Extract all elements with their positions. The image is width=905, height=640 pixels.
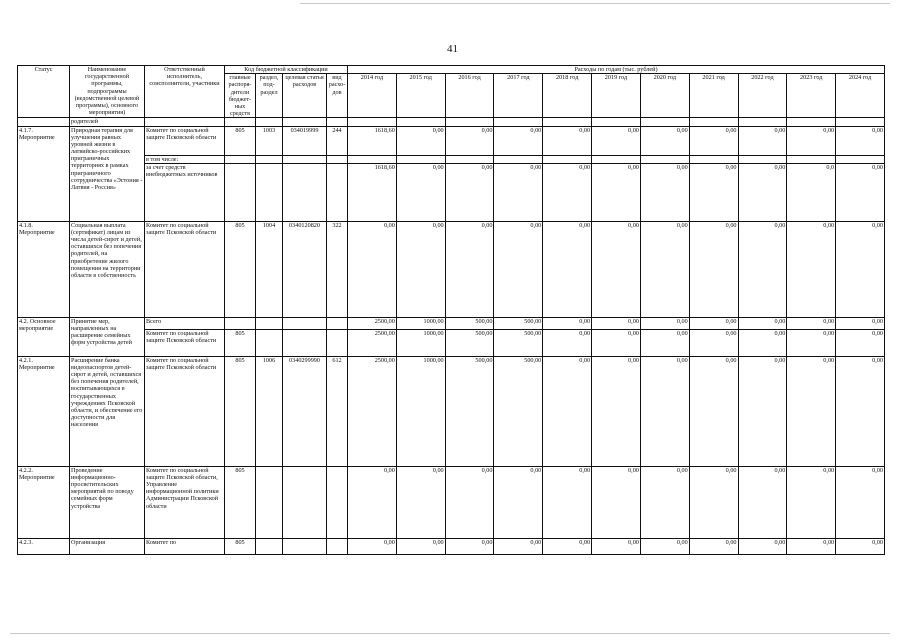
value-cell: 0,00: [787, 356, 836, 466]
value-cell: 500,00: [494, 317, 543, 329]
value-cell: 0,00: [640, 163, 689, 221]
table-cell: [348, 118, 397, 126]
table-cell: [18, 118, 70, 126]
rzpr-cell: 1004: [256, 221, 283, 317]
value-cell: 0,00: [689, 538, 738, 554]
status-cell: 4.1.8. Мероприятие: [18, 221, 70, 317]
scan-edge-top: [300, 3, 890, 4]
value-cell: 0,00: [494, 163, 543, 221]
value-cell: 0,00: [396, 163, 445, 221]
table-cell: [283, 329, 327, 356]
header-year: 2020 год: [640, 74, 689, 118]
value-cell: 0,00: [640, 466, 689, 538]
grbs-cell: 805: [225, 126, 256, 155]
table-cell: [787, 155, 836, 163]
header-year: 2019 год: [592, 74, 641, 118]
value-cell: 0,00: [592, 329, 641, 356]
table-cell: [445, 118, 494, 126]
value-cell: 0,00: [787, 538, 836, 554]
responsible-cell: Всего: [145, 317, 225, 329]
table-cell: [836, 118, 885, 126]
grbs-cell: 805: [225, 356, 256, 466]
table-cell: [225, 163, 256, 221]
value-cell: 0,00: [592, 126, 641, 155]
value-cell: 0,00: [543, 538, 592, 554]
name-cell: Природная терапия для улучшения равных уровней жизни в латвийско-российских приграничных территориях в рамках приграничного сотрудничества «Эстония - Латвия - Россия»: [70, 126, 145, 221]
table-cell: [327, 163, 348, 221]
value-cell: 0,00: [640, 329, 689, 356]
value-cell: 0,00: [592, 163, 641, 221]
status-cell: 4.1.7. Мероприятие: [18, 126, 70, 221]
value-cell: 0,00: [836, 466, 885, 538]
header-expenses: Расходы по годам (тыс. рублей): [348, 66, 885, 74]
value-cell: 0,00: [836, 538, 885, 554]
value-cell: 0,00: [396, 538, 445, 554]
header-vr: вид расхо-дов: [327, 74, 348, 118]
value-cell: 0,00: [689, 126, 738, 155]
table-cell: [283, 538, 327, 554]
value-cell: 0,00: [689, 329, 738, 356]
value-cell: 500,00: [445, 329, 494, 356]
value-cell: 0,00: [494, 126, 543, 155]
responsible-cell: Комитет по социальной защите Псковской области: [145, 329, 225, 356]
value-cell: 0,00: [543, 317, 592, 329]
grbs-cell: 805: [225, 221, 256, 317]
table-cell: [836, 155, 885, 163]
value-cell: 0,00: [738, 466, 787, 538]
value-cell: 0,00: [787, 221, 836, 317]
value-cell: 0,00: [640, 126, 689, 155]
table-cell: [225, 118, 256, 126]
csr-cell: 0340120820: [283, 221, 327, 317]
header-year: 2017 год: [494, 74, 543, 118]
value-cell: 0,00: [689, 466, 738, 538]
header-year: 2018 год: [543, 74, 592, 118]
table-row: [18, 126, 885, 155]
header-rzpr: раздел, под-раздел: [256, 74, 283, 118]
value-cell: 2500,00: [348, 317, 397, 329]
table-cell: [256, 317, 283, 329]
table-row: [18, 466, 885, 538]
value-cell: 1618,60: [348, 126, 397, 155]
value-cell: 0,00: [836, 126, 885, 155]
value-cell: 0,00: [543, 163, 592, 221]
header-year: 2021 год: [689, 74, 738, 118]
value-cell: 0,00: [738, 356, 787, 466]
responsible-cell: Комитет по социальной защите Псковской области: [145, 356, 225, 466]
value-cell: 500,00: [494, 329, 543, 356]
value-cell: 0,00: [640, 356, 689, 466]
continuation-row: [18, 118, 885, 126]
value-cell: 0,00: [640, 317, 689, 329]
header-year: 2016 год: [445, 74, 494, 118]
value-cell: 0,00: [445, 538, 494, 554]
value-cell: 0,00: [494, 221, 543, 317]
value-cell: 0,00: [592, 317, 641, 329]
header-grbs: главные распоря-дители бюджет-ных средств: [225, 74, 256, 118]
scan-edge-bottom: [10, 633, 890, 634]
header-row-1: [18, 66, 885, 74]
value-cell: 0,00: [836, 163, 885, 221]
name-cell: Проведение информационно-просветительских мероприятий по поводу семейных форм устройства: [70, 466, 145, 538]
table-cell: [543, 118, 592, 126]
value-cell: 0,00: [689, 221, 738, 317]
value-cell: 0,00: [543, 221, 592, 317]
name-cell: Расширение банка видеопаспортов детей-сирот и детей, оставшихся без попечения родителей, воспитывающихся в государственных учреждениях Псковской области, и обеспечение его доступности для населения: [70, 356, 145, 466]
table-cell: [256, 329, 283, 356]
value-cell: 0,0: [787, 163, 836, 221]
value-cell: 0,00: [836, 221, 885, 317]
table-cell: [494, 118, 543, 126]
table-cell: [225, 317, 256, 329]
value-cell: 0,00: [592, 466, 641, 538]
value-cell: 0,00: [445, 163, 494, 221]
table-cell: [738, 118, 787, 126]
table-cell: [689, 155, 738, 163]
table-row: [18, 538, 885, 554]
table-cell: [348, 155, 397, 163]
value-cell: 0,00: [787, 317, 836, 329]
table-cell: [256, 155, 283, 163]
value-cell: 0,00: [787, 126, 836, 155]
header-year: 2023 год: [787, 74, 836, 118]
table-cell: [327, 538, 348, 554]
value-cell: 1000,00: [396, 356, 445, 466]
page-number: 41: [447, 43, 458, 55]
value-cell: 0,00: [348, 221, 397, 317]
value-cell: 0,00: [543, 126, 592, 155]
value-cell: 0,00: [348, 466, 397, 538]
value-cell: 0,00: [836, 317, 885, 329]
table-cell: [327, 155, 348, 163]
value-cell: 0,00: [396, 221, 445, 317]
value-cell: 0,00: [738, 126, 787, 155]
value-cell: 0,00: [543, 329, 592, 356]
header-status: Статус: [18, 66, 70, 118]
status-cell: 4.2.2. Мероприятие: [18, 466, 70, 538]
value-cell: 0,00: [738, 221, 787, 317]
value-cell: 1000,00: [396, 317, 445, 329]
grbs-cell: 805: [225, 538, 256, 554]
header-responsible: Ответственный исполнитель, соисполнители, участники: [145, 66, 225, 118]
table-row: [18, 221, 885, 317]
table-cell: [396, 155, 445, 163]
header-year: 2015 год: [396, 74, 445, 118]
table-cell: [225, 155, 256, 163]
table-cell: [543, 155, 592, 163]
grbs-cell: 805: [225, 329, 256, 356]
value-cell: 0,00: [445, 126, 494, 155]
continuation-text: родителей: [70, 118, 145, 126]
table-cell: [256, 538, 283, 554]
value-cell: 500,00: [494, 356, 543, 466]
header-year: 2024 год: [836, 74, 885, 118]
budget-table: [17, 65, 885, 555]
table-cell: [283, 466, 327, 538]
table-cell: [256, 466, 283, 538]
value-cell: 0,00: [640, 538, 689, 554]
table-cell: [283, 163, 327, 221]
value-cell: 0,00: [494, 538, 543, 554]
status-cell: 4.2.3.: [18, 538, 70, 554]
table-cell: [592, 118, 641, 126]
table-cell: [327, 118, 348, 126]
rzpr-cell: 1006: [256, 356, 283, 466]
table-cell: [256, 163, 283, 221]
table-cell: [327, 329, 348, 356]
value-cell: 0,00: [494, 466, 543, 538]
value-cell: 0,00: [738, 329, 787, 356]
responsible-cell: Комитет по социальной защите Псковской области: [145, 221, 225, 317]
value-cell: 0,00: [836, 356, 885, 466]
vr-cell: 244: [327, 126, 348, 155]
value-cell: 0,00: [689, 317, 738, 329]
value-cell: 500,00: [445, 317, 494, 329]
table-cell: [592, 155, 641, 163]
table-row: [18, 163, 885, 221]
value-cell: 1618,60: [348, 163, 397, 221]
table-cell: [738, 155, 787, 163]
status-cell: 4.2.1. Мероприятие: [18, 356, 70, 466]
table-cell: [494, 155, 543, 163]
table-cell: [640, 155, 689, 163]
value-cell: 0,00: [787, 466, 836, 538]
table-cell: [145, 118, 225, 126]
value-cell: 0,00: [738, 317, 787, 329]
header-csr: целевая статья расходов: [283, 74, 327, 118]
value-cell: 0,00: [640, 221, 689, 317]
vr-cell: 612: [327, 356, 348, 466]
table-cell: [327, 317, 348, 329]
grbs-cell: 805: [225, 466, 256, 538]
value-cell: 0,00: [445, 221, 494, 317]
status-cell: 4.2. Основное мероприятие: [18, 317, 70, 356]
csr-cell: 0340299990: [283, 356, 327, 466]
table-cell: [283, 118, 327, 126]
value-cell: 0,00: [738, 538, 787, 554]
table-cell: [256, 118, 283, 126]
value-cell: 500,00: [445, 356, 494, 466]
name-cell: Социальная выплата (сертификат) лицам из числа детей-сирот и детей, оставшихся без попечения родителей, на приобретение жилого помещения на территории области в собственность: [70, 221, 145, 317]
table-cell: [640, 118, 689, 126]
value-cell: 0,00: [738, 163, 787, 221]
value-cell: 2500,00: [348, 356, 397, 466]
value-cell: 0,00: [543, 466, 592, 538]
name-cell: Организация: [70, 538, 145, 554]
value-cell: 0,00: [689, 356, 738, 466]
value-cell: 0,00: [836, 329, 885, 356]
table-cell: [689, 118, 738, 126]
value-cell: 0,00: [592, 221, 641, 317]
table-cell: [327, 466, 348, 538]
responsible-cell: Комитет по социальной защите Псковской области: [145, 126, 225, 155]
table-row: [18, 317, 885, 329]
table-cell: [787, 118, 836, 126]
value-cell: 0,00: [445, 466, 494, 538]
csr-cell: 034019999: [283, 126, 327, 155]
header-year: 2022 год: [738, 74, 787, 118]
value-cell: 0,00: [787, 329, 836, 356]
table-row: [18, 356, 885, 466]
value-cell: 0,00: [348, 538, 397, 554]
value-cell: 2500,00: [348, 329, 397, 356]
table-cell: [445, 155, 494, 163]
value-cell: 0,00: [592, 538, 641, 554]
responsible-cell: в том числе:: [145, 155, 225, 163]
value-cell: 0,00: [543, 356, 592, 466]
vr-cell: 322: [327, 221, 348, 317]
table-row: [18, 155, 885, 163]
value-cell: 0,00: [396, 126, 445, 155]
value-cell: 0,00: [396, 466, 445, 538]
table-cell: [396, 118, 445, 126]
responsible-cell: Комитет по социальной защите Псковской области, Управление информационной политики Администрации Псковской области: [145, 466, 225, 538]
value-cell: 0,00: [689, 163, 738, 221]
responsible-cell: Комитет по: [145, 538, 225, 554]
responsible-cell: за счет средств внебюджетных источников: [145, 163, 225, 221]
table-cell: [283, 317, 327, 329]
header-name: Наименование государственной программы, подпрограммы (ведомственной целевой программы), основного мероприятия): [70, 66, 145, 118]
value-cell: 1000,00: [396, 329, 445, 356]
header-budget-code: Код бюджетной классификации: [225, 66, 348, 74]
header-year: 2014 год: [348, 74, 397, 118]
table-cell: [283, 155, 327, 163]
value-cell: 0,00: [592, 356, 641, 466]
table-row: [18, 329, 885, 356]
name-cell: Принятие мер, направленных на расширение семейных форм устройства детей: [70, 317, 145, 356]
rzpr-cell: 1003: [256, 126, 283, 155]
